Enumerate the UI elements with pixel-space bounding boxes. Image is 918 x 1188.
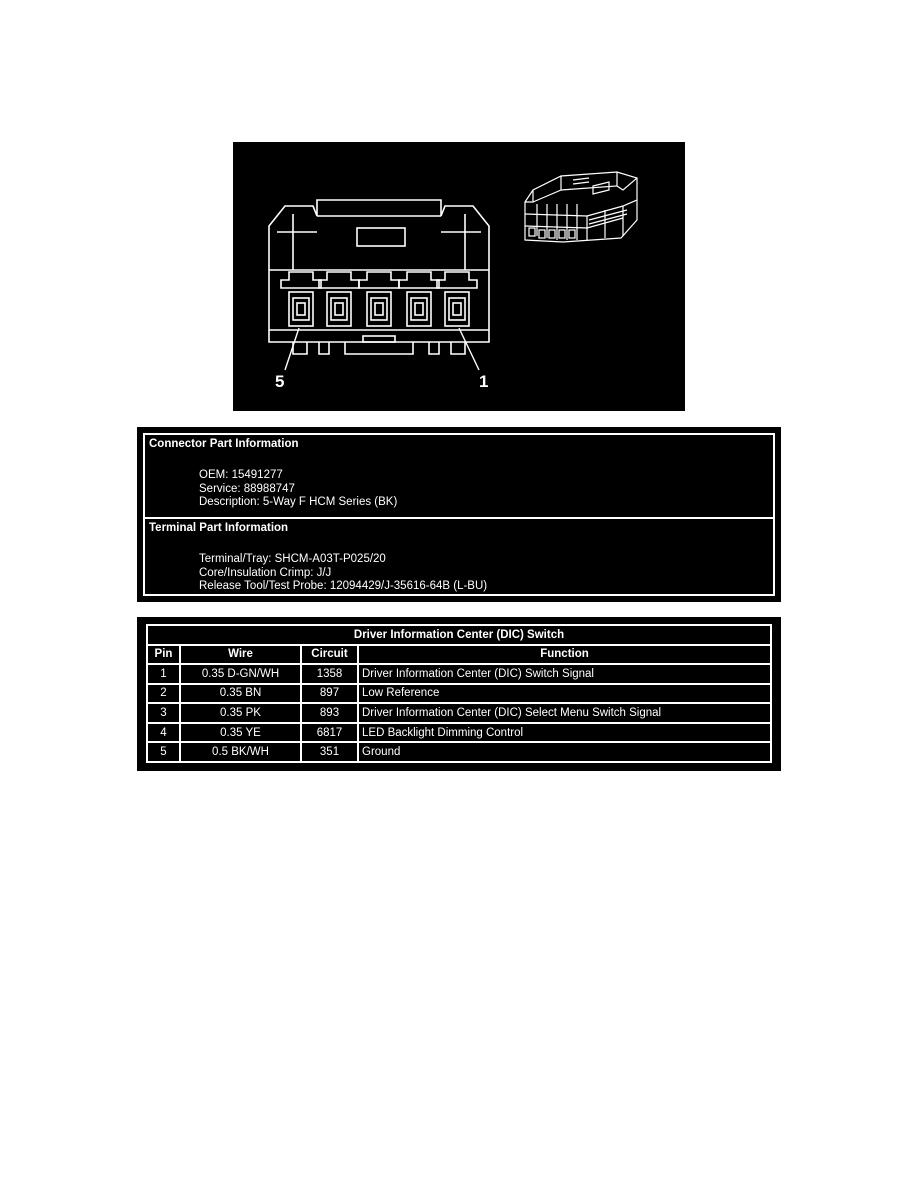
cavity-3 [359,272,399,326]
table-row [147,703,771,723]
connector-oem: OEM: 15491277 [199,469,283,481]
core-insulation-crimp: Core/Insulation Crimp: J/J [199,566,332,579]
cavity-2 [399,272,439,326]
wire-cell: 0.35 BN [180,684,301,704]
connector-isometric-view [525,172,637,242]
part-information-panel [137,427,781,602]
cavity-1 [437,272,477,326]
cavity-5 [281,272,321,326]
pin-cell: 3 [147,703,180,723]
pin-table-header-row [147,645,771,665]
table-row [147,664,771,684]
circuit-cell: 6817 [301,723,358,743]
pin-1-label: 1 [479,372,489,391]
wire-cell: 0.35 PK [180,703,301,723]
pin-cell: 4 [147,723,180,743]
pin-cell: 2 [147,684,180,704]
function-cell: Ground [358,742,771,762]
pin-cell: 1 [147,664,180,684]
pin-table-title: Driver Information Center (DIC) Switch [147,625,771,645]
header-circuit: Circuit [301,645,358,665]
table-row [147,723,771,743]
pin-cell: 5 [147,742,180,762]
circuit-cell: 351 [301,742,358,762]
cavity-4 [319,272,359,326]
release-tool: Release Tool/Test Probe: 12094429/J-35616-64B (L-BU) [199,580,488,592]
circuit-cell: 893 [301,703,358,723]
pin-table [146,624,772,763]
function-cell: Driver Information Center (DIC) Switch Signal [358,664,771,684]
table-row [147,742,771,762]
function-cell: Low Reference [358,684,771,704]
pin-5-label: 5 [275,372,285,391]
table-row [147,684,771,704]
connector-service: Service: 88988747 [199,482,295,495]
connector-description: Description: 5-Way F HCM Series (BK) [199,496,398,508]
wire-cell: 0.5 BK/WH [180,742,301,762]
function-cell: Driver Information Center (DIC) Select Menu Switch Signal [358,703,771,723]
connector-diagram [233,142,685,411]
terminal-tray: Terminal/Tray: SHCM-A03T-P025/20 [199,553,386,565]
connector-face-drawing [233,142,685,411]
function-cell: LED Backlight Dimming Control [358,723,771,743]
terminal-info-heading: Terminal Part Information [149,522,289,534]
header-function: Function [358,645,771,665]
pin-table-panel [137,617,781,771]
circuit-cell: 897 [301,684,358,704]
connector-info-heading: Connector Part Information [149,438,299,450]
header-pin: Pin [147,645,180,665]
connector-part-information [145,435,773,519]
circuit-cell: 1358 [301,664,358,684]
wire-cell: 0.35 D-GN/WH [180,664,301,684]
wire-cell: 0.35 YE [180,723,301,743]
header-wire: Wire [180,645,301,665]
